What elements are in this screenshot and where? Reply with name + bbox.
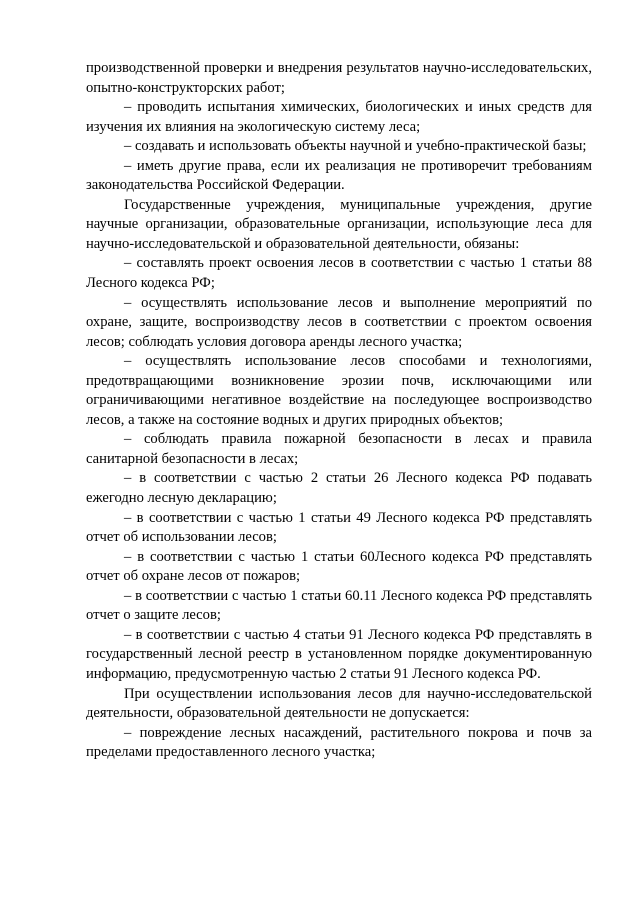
list-item-fire-report: – в соответствии с частью 1 статьи 60Лесного кодекса РФ представлять отчет об охране лесов от пожаров; [86, 548, 592, 585]
list-item-forest-project: – составлять проект освоения лесов в соответствии с частью 1 статьи 88 Лесного кодекса РФ; [86, 255, 592, 292]
list-item-use-report: – в соответствии с частью 1 статьи 49 Лесного кодекса РФ представлять отчет об использовании лесов; [86, 509, 592, 546]
list-item-research-base: – создавать и использовать объекты научной и учебно-практической базы; [124, 138, 587, 155]
paragraph-obligations-intro: Государственные учреждения, муниципальные учреждения, другие научные организации, образовательные организации, использующие леса для научно-исследовательской и образовательной деятельности, обязаны: [86, 196, 592, 252]
document-page [86, 59, 592, 763]
list-item-forest-registry: – в соответствии с частью 4 статьи 91 Лесного кодекса РФ представлять в государственный лесной реестр в установленном порядке документированную информацию, предусмотренную частью 2 статьи 91 Лесного кодекса РФ. [86, 626, 592, 682]
list-item-other-rights: – иметь другие права, если их реализация не противоречит требованиям законодательства Российской Федерации. [86, 157, 592, 194]
list-item-erosion-prevention: – осуществлять использование лесов способами и технологиями, предотвращающими возникновение эрозии почв, исключающими или ограничивающими негативное воздействие на последующее воспроизводство лесов, а также на состояние водных и других природных объектов; [86, 353, 592, 428]
paragraph-continuation: производственной проверки и внедрения результатов научно-исследовательских, опытно-конструкторских работ; [86, 60, 592, 96]
list-item-fire-safety: – соблюдать правила пожарной безопасности в лесах и правила санитарной безопасности в лесах; [86, 431, 592, 467]
list-item-protection-report: – в соответствии с частью 1 статьи 60.11 Лесного кодекса РФ представлять отчет о защите лесов; [86, 587, 592, 624]
list-item-chemical-testing: – проводить испытания химических, биологических и иных средств для изучения их влияния на экологическую систему леса; [86, 99, 592, 135]
paragraph-prohibitions-intro: При осуществлении использования лесов для научно-исследовательской деятельности, образовательной деятельности не допускается: [86, 685, 592, 722]
list-item-forest-declaration: – в соответствии с частью 2 статьи 26 Лесного кодекса РФ подавать ежегодно лесную декларацию; [86, 470, 592, 507]
list-item-damage-prohibition: – повреждение лесных насаждений, растительного покрова и почв за пределами предоставленного лесного участка; [86, 724, 592, 761]
list-item-forest-use-measures: – осуществлять использование лесов и выполнение мероприятий по охране, защите, воспроизводству лесов в соответствии с проектом освоения лесов; соблюдать условия договора аренды лесного участка; [86, 294, 592, 350]
